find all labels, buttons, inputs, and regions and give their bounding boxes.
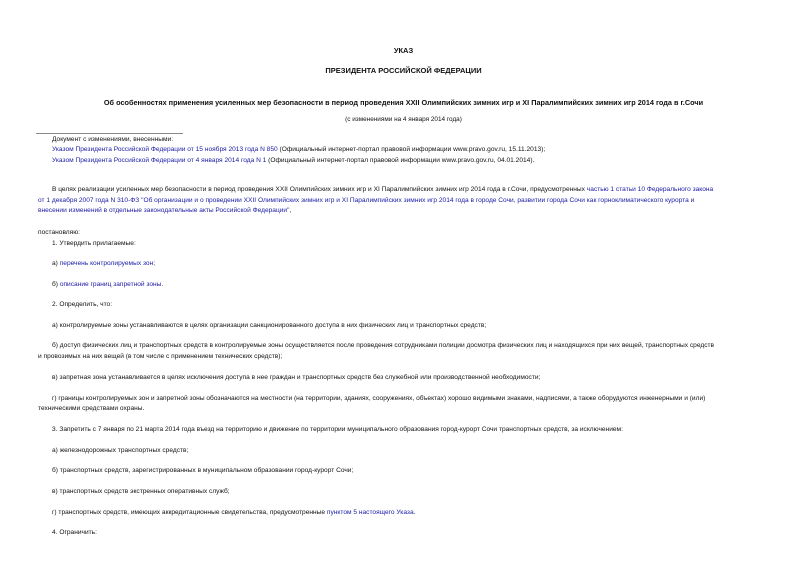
changes-intro: Документ с изменениями, внесенными: xyxy=(52,136,174,143)
clause-2d: г) границы контролируемых зон и запретной зоны обозначаются на местности (на территории, зданиях, сооружениях, объектах) хорошо видимыми знаками, надписями, а также оборудуются инженерными и (или) xyxy=(52,395,706,402)
preamble-text: В целях реализации усиленных мер безопасности в период проведения XXII Олимпийских зимних игр и XI Паралимпийских зимних игр 2014 года в г.Сочи, предусмотренных xyxy=(52,186,587,193)
amendments-note: (с изменениями на 4 января 2014 года) xyxy=(345,116,462,123)
clause-3d-text: г) транспортных средств, имеющих аккредитационные свидетельства, предусмотренные xyxy=(52,509,327,516)
clause-1b xyxy=(52,281,163,289)
clause-3d-tail: . xyxy=(413,509,416,516)
change-item-source: (Официальный интернет-портал правовой информации www.pravo.gov.ru, 04.01.2014). xyxy=(266,157,535,164)
decree-word: постановляю: xyxy=(38,229,81,236)
clause-1a-tail: ; xyxy=(153,260,156,267)
clause-3a: а) железнодорожных транспортных средств; xyxy=(52,447,189,454)
clause-1b-tail: . xyxy=(161,281,164,288)
clause-2b-cont: и провозимых на них вещей (в том числе с применением технических средств); xyxy=(38,353,283,360)
clause-3d xyxy=(52,509,415,517)
clause-3: 3. Запретить с 7 января по 21 марта 2014 года въезд на территорию и движение по территории муниципального образования город-курорт Сочи транспортных средств, за исключением: xyxy=(52,426,623,433)
restricted-zone-boundary-link[interactable]: описание границ запретной зоны xyxy=(59,281,162,288)
clause-3c: в) транспортных средств экстренных оперативных служб; xyxy=(52,488,230,495)
amending-decree-850-link[interactable]: Указом Президента Российской Федерации от 15 ноября 2013 года N 850 xyxy=(52,146,278,153)
document-title: Об особенностях применения усиленных мер безопасности в период проведения XXII Олимпийских зимних игр и XI Паралимпийских зимних игр 2014 года в г.Сочи xyxy=(103,98,704,107)
change-item xyxy=(52,146,545,154)
clause-2: 2. Определить, что: xyxy=(52,301,113,308)
preamble-line xyxy=(52,186,713,194)
clause-2b: б) доступ физических лиц и транспортных средств в контролируемые зоны осуществляется после проведения сотрудниками полиции досмотра физических лиц и находящихся при них вещей, транспортных средств xyxy=(52,342,715,349)
clause-1a-prefix: а) xyxy=(52,260,60,267)
controlled-zones-list-link[interactable]: перечень контролируемых зон xyxy=(59,260,154,267)
clause-2d-cont: техническими средствами охраны. xyxy=(38,405,145,412)
clause-1: 1. Утвердить прилагаемые: xyxy=(52,240,136,247)
amending-decree-1-link[interactable]: Указом Президента Российской Федерации от 4 января 2014 года N 1 xyxy=(52,157,267,164)
change-item xyxy=(52,157,534,165)
federal-law-310-link[interactable]: от 1 декабря 2007 года N 310-ФЗ "Об организации и о проведении XXII Олимпийских зимних игр и XI Паралимпийских зимних игр 2014 года в городе Сочи, развитии города Сочи как горноклиматического курорта и xyxy=(38,197,695,204)
clause-2c: в) запретная зона устанавливается в целях исключения доступа в нее граждан и транспортных средств без служебной или производственной необходимости; xyxy=(52,374,541,381)
clause-3b: б) транспортных средств, зарегистрированных в муниципальном образовании город-курорт Сочи; xyxy=(52,467,354,474)
change-item-source: (Официальный интернет-портал правовой информации www.pravo.gov.ru, 15.11.2013); xyxy=(277,146,546,153)
federal-law-article-link[interactable]: частью 1 статьи 10 Федерального закона xyxy=(586,186,714,193)
clause-5-link[interactable]: пунктом 5 настоящего Указа xyxy=(326,509,414,516)
clause-1b-prefix: б) xyxy=(52,281,60,288)
preamble-line xyxy=(38,207,291,215)
clause-4: 4. Ограничить: xyxy=(52,529,97,536)
document-kind: УКАЗ xyxy=(393,46,414,55)
document-issuer: ПРЕЗИДЕНТА РОССИЙСКОЙ ФЕДЕРАЦИИ xyxy=(325,66,482,75)
clause-1a xyxy=(52,260,155,268)
clause-2a: а) контролируемые зоны устанавливаются в целях организации санкционированного доступа в них физических лиц и транспортных средств; xyxy=(52,322,487,329)
preamble-line xyxy=(38,197,694,205)
preamble-comma: , xyxy=(289,207,292,214)
federal-law-310-link-cont[interactable]: внесении изменений в отдельные законодательные акты Российской Федерации" xyxy=(38,207,290,214)
separator-rule xyxy=(36,133,183,134)
